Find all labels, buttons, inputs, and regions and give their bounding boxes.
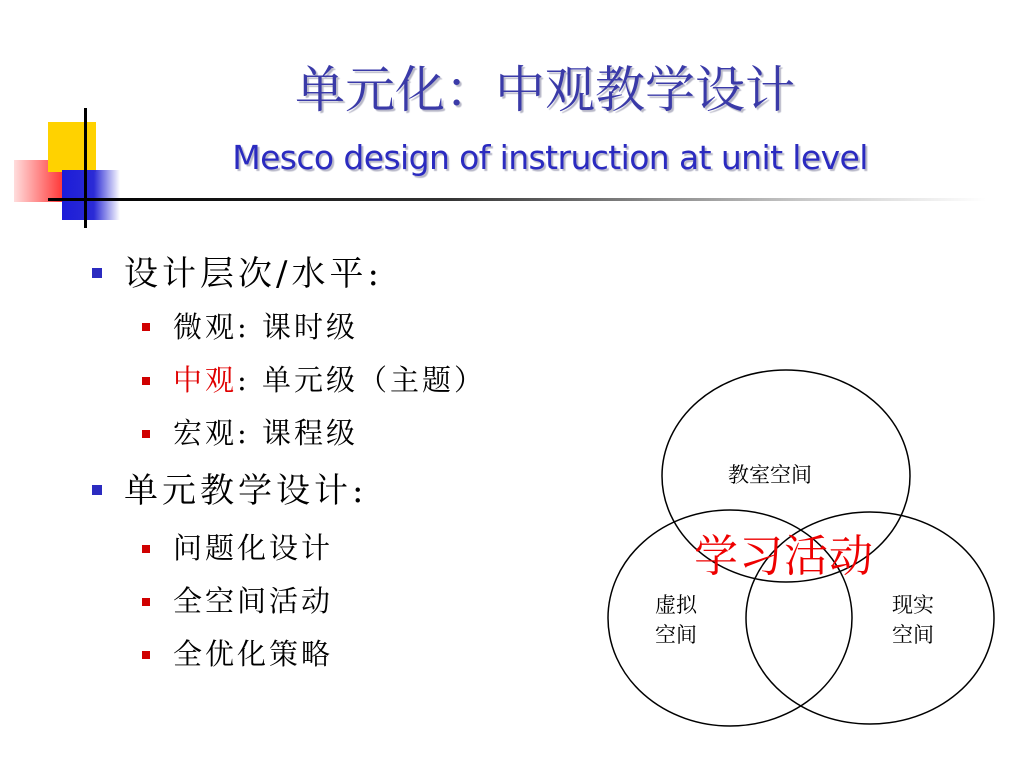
venn-center-label: 学习活动 bbox=[694, 531, 874, 582]
bullet-design-levels: 设计层次/水平: bbox=[124, 254, 383, 294]
venn-diagram bbox=[600, 360, 1000, 730]
title-divider bbox=[86, 198, 986, 201]
sub-bullet-problem-design: 问题化设计 bbox=[173, 531, 334, 565]
venn-label-classroom: 教室空间 bbox=[728, 463, 812, 487]
bullet-unit-design: 单元教学设计: bbox=[124, 471, 368, 511]
venn-label-virtual-line1: 虚拟 bbox=[655, 593, 697, 617]
sub-bullet-marker bbox=[142, 377, 150, 385]
sub-bullet-macro: 宏观: 课程级 bbox=[173, 416, 358, 450]
sub-bullet-marker bbox=[142, 430, 150, 438]
venn-label-real bbox=[892, 590, 934, 650]
venn-label-real-line2: 空间 bbox=[892, 623, 934, 647]
sub-bullet-marker bbox=[142, 651, 150, 659]
sub-bullet-marker bbox=[142, 323, 150, 331]
venn-label-virtual bbox=[655, 590, 697, 650]
meso-highlight: 中观 bbox=[173, 363, 238, 397]
meso-rest: : 单元级（主题） bbox=[237, 363, 487, 397]
sub-bullet-marker bbox=[142, 545, 150, 553]
slide-subtitle: Mesco design of instruction at unit level bbox=[232, 138, 868, 177]
sub-bullet-full-space: 全空间活动 bbox=[173, 584, 334, 618]
venn-label-virtual-line2: 空间 bbox=[655, 623, 697, 647]
sub-bullet-meso bbox=[173, 358, 486, 399]
sub-bullet-micro: 微观: 课时级 bbox=[173, 310, 358, 344]
bullet-marker bbox=[92, 485, 102, 495]
venn-label-real-line1: 现实 bbox=[892, 593, 934, 617]
sub-bullet-full-optimization: 全优化策略 bbox=[173, 637, 334, 671]
bullet-marker bbox=[92, 268, 102, 278]
slide-title: 单元化：中观教学设计 bbox=[295, 61, 795, 119]
sub-bullet-marker bbox=[142, 598, 150, 606]
decor-blue-block bbox=[62, 170, 120, 220]
